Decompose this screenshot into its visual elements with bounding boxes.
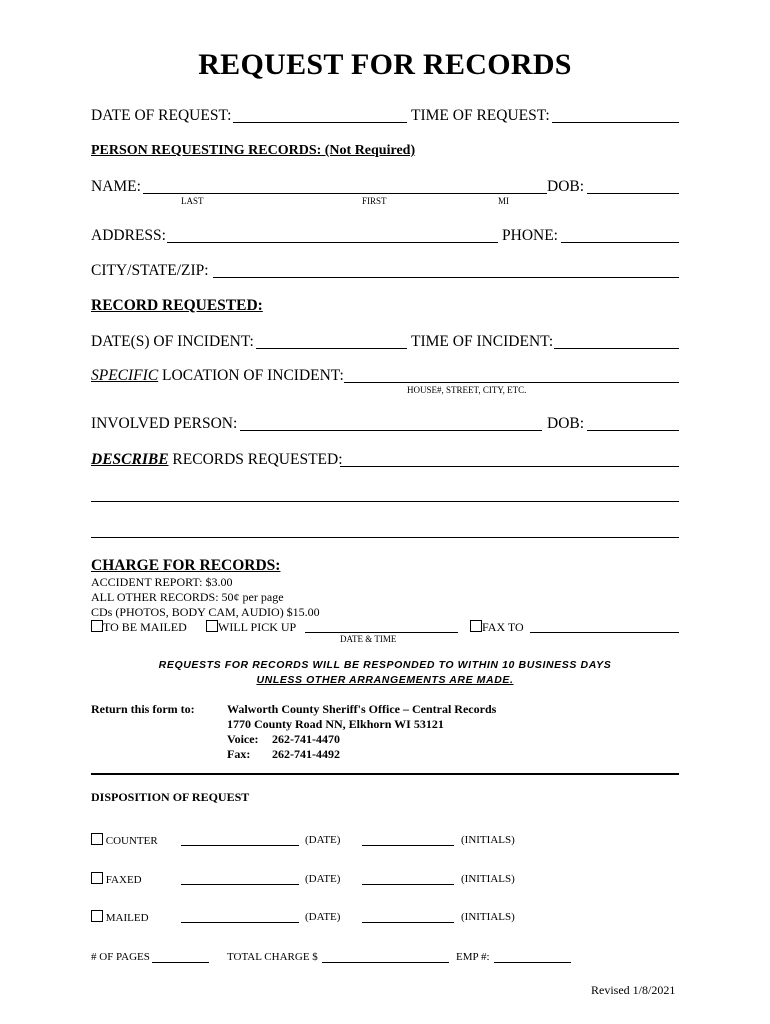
return-label: Return this form to: [91, 702, 195, 716]
dob-field[interactable] [587, 193, 679, 194]
dates-of-incident-label: DATE(S) OF INCIDENT: [91, 333, 254, 350]
voice-label: Voice: [227, 732, 259, 746]
name-sub-last: LAST [181, 196, 204, 206]
location-text: LOCATION OF INCIDENT: [158, 367, 344, 384]
dob-label: DOB: [547, 178, 585, 195]
time-of-incident-label: TIME OF INCIDENT: [411, 333, 554, 350]
name-sub-mi: MI [498, 196, 509, 206]
involved-dob-label: DOB: [547, 415, 585, 432]
fax-option[interactable] [470, 620, 524, 635]
fax-checkbox[interactable] [470, 620, 482, 632]
charge-heading: CHARGE FOR RECORDS: [91, 557, 281, 574]
time-of-incident-field[interactable] [554, 348, 679, 349]
charge-other: ALL OTHER RECORDS: 50¢ per page [91, 590, 284, 604]
counter-date-field[interactable] [181, 845, 299, 846]
describe-records-field[interactable] [340, 466, 679, 467]
location-of-incident-field[interactable] [344, 382, 679, 383]
location-of-incident-label [91, 367, 344, 385]
describe-records-line-2[interactable] [91, 501, 679, 502]
emp-field[interactable] [494, 962, 571, 963]
voice-number: 262-741-4470 [272, 732, 340, 746]
total-charge-label: TOTAL CHARGE $ [227, 951, 318, 963]
counter-label: COUNTER [105, 835, 158, 847]
involved-person-label: INVOLVED PERSON: [91, 415, 238, 432]
mailed-date-field[interactable] [181, 922, 299, 923]
fax-to-field[interactable] [530, 632, 679, 633]
fax-label: FAX TO [482, 620, 524, 634]
return-line-2: 1770 County Road NN, Elkhorn WI 53121 [227, 717, 444, 731]
counter-option[interactable] [91, 833, 158, 847]
name-field[interactable] [143, 193, 547, 194]
describe-records-label [91, 451, 343, 469]
emp-label: EMP #: [456, 951, 490, 963]
faxed-option[interactable] [91, 872, 142, 886]
address-field[interactable] [167, 242, 498, 243]
mailed-initials-field[interactable] [362, 922, 454, 923]
faxed-date-label: (DATE) [305, 873, 341, 885]
involved-dob-field[interactable] [587, 430, 679, 431]
pickup-date-field[interactable] [305, 632, 458, 633]
notice-line-2: UNLESS OTHER ARRANGEMENTS ARE MADE. [256, 674, 514, 686]
records-requested-text: RECORDS REQUESTED: [168, 451, 343, 468]
fax-number-label: Fax: [227, 747, 251, 761]
counter-date-label: (DATE) [305, 834, 341, 846]
time-of-request-field[interactable] [552, 122, 679, 123]
pages-field[interactable] [152, 962, 209, 963]
faxed-date-field[interactable] [181, 884, 299, 885]
counter-initials-label: (INITIALS) [461, 834, 515, 846]
mailed-initials-label: (INITIALS) [461, 911, 515, 923]
fax-number: 262-741-4492 [272, 747, 340, 761]
faxed-label: FAXED [105, 874, 142, 886]
faxed-initials-field[interactable] [362, 884, 454, 885]
pickup-checkbox[interactable] [206, 620, 218, 632]
pages-label: # OF PAGES [91, 951, 150, 963]
person-requesting-heading: PERSON REQUESTING RECORDS: (Not Required) [91, 143, 416, 158]
involved-person-field[interactable] [240, 430, 542, 431]
counter-initials-field[interactable] [362, 845, 454, 846]
name-label: NAME: [91, 178, 141, 195]
notice-line-1: REQUESTS FOR RECORDS WILL BE RESPONDED TO WITHIN 10 BUSINESS DAYS [158, 659, 612, 671]
date-time-sub-label: DATE & TIME [340, 634, 397, 644]
date-of-request-field[interactable] [233, 122, 407, 123]
describe-records-line-3[interactable] [91, 537, 679, 538]
city-state-zip-field[interactable] [213, 277, 679, 278]
return-line-1: Walworth County Sheriff's Office – Central Records [227, 702, 497, 716]
section-divider [91, 773, 679, 775]
city-state-zip-label: CITY/STATE/ZIP: [91, 262, 209, 279]
describe-text: DESCRIBE [91, 451, 169, 468]
mailed-option[interactable] [91, 620, 187, 635]
dates-of-incident-field[interactable] [256, 348, 407, 349]
pickup-label: WILL PICK UP [218, 620, 297, 634]
revised-date: Revised 1/8/2021 [591, 983, 676, 997]
pickup-option[interactable] [206, 620, 296, 635]
name-sub-first: FIRST [362, 196, 387, 206]
mailed-checkbox[interactable] [91, 620, 103, 632]
time-of-request-label: TIME OF REQUEST: [411, 107, 550, 124]
counter-checkbox[interactable] [91, 833, 103, 845]
specific-text: SPECIFIC [91, 367, 159, 384]
disposition-heading: DISPOSITION OF REQUEST [91, 790, 250, 804]
faxed-initials-label: (INITIALS) [461, 873, 515, 885]
mailed-label: TO BE MAILED [103, 620, 187, 634]
mailed-disposition-option[interactable] [91, 910, 149, 924]
record-requested-heading: RECORD REQUESTED: [91, 297, 263, 314]
form-title: REQUEST FOR RECORDS [198, 48, 572, 81]
faxed-checkbox[interactable] [91, 872, 103, 884]
phone-field[interactable] [561, 242, 679, 243]
phone-label: PHONE: [502, 227, 558, 244]
mailed-date-label: (DATE) [305, 911, 341, 923]
charge-cds: CDs (PHOTOS, BODY CAM, AUDIO) $15.00 [91, 605, 320, 619]
mailed-disposition-label: MAILED [105, 912, 149, 924]
charge-accident: ACCIDENT REPORT: $3.00 [91, 575, 233, 589]
location-sub-label: HOUSE#, STREET, CITY, ETC. [407, 385, 527, 395]
total-charge-field[interactable] [322, 962, 449, 963]
mailed-disposition-checkbox[interactable] [91, 910, 103, 922]
address-label: ADDRESS: [91, 227, 166, 244]
date-of-request-label: DATE OF REQUEST: [91, 107, 232, 124]
